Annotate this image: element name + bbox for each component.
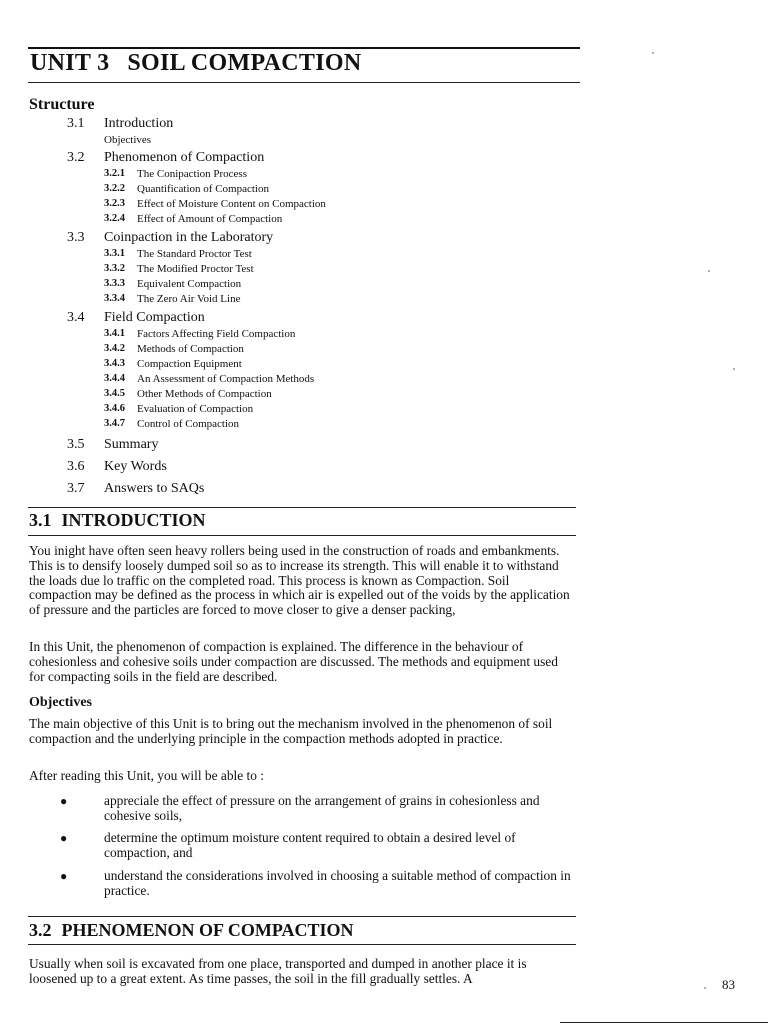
toc-section bbox=[0, 437, 700, 455]
objectives-paragraph-2: After reading this Unit, you will be able to : bbox=[29, 768, 265, 783]
toc-subsection-title: Quantification of Compaction bbox=[137, 183, 269, 195]
bullet-icon: ● bbox=[60, 794, 68, 808]
toc-section-number: 3.4 bbox=[67, 310, 85, 325]
toc-note-text: Objectives bbox=[104, 134, 152, 146]
toc-subsection-number: 3.4.5 bbox=[104, 388, 125, 399]
unit-name: SOIL COMPACTION bbox=[127, 50, 362, 76]
intro-rule-bottom bbox=[28, 535, 576, 536]
toc-section bbox=[0, 116, 700, 134]
toc-section-number: 3.1 bbox=[67, 116, 85, 131]
toc-section-title: Key Words bbox=[104, 459, 167, 474]
toc-section-number: 3.6 bbox=[67, 459, 85, 474]
toc-subsection-title: Evaluation of Compaction bbox=[137, 403, 254, 415]
toc-note bbox=[0, 134, 700, 148]
toc-subsection bbox=[0, 328, 700, 343]
toc-section-number: 3.5 bbox=[67, 437, 85, 452]
toc-subsection-number: 3.4.6 bbox=[104, 403, 125, 414]
toc-subsection-title: Methods of Compaction bbox=[137, 343, 244, 355]
toc-subsection-title: The Modified Proctor Test bbox=[137, 263, 254, 275]
toc-subsection bbox=[0, 418, 700, 433]
toc-subsection bbox=[0, 373, 700, 388]
title-underline bbox=[28, 82, 580, 83]
unit-number: UNIT 3 bbox=[30, 50, 110, 76]
objective-text: understand the considerations involved in choosing a suitable method of compaction in practice. bbox=[104, 868, 571, 898]
introduction-heading-text: INTRODUCTION bbox=[61, 510, 206, 530]
toc-subsection-number: 3.3.2 bbox=[104, 263, 125, 274]
toc-subsection-number: 3.2.3 bbox=[104, 198, 125, 209]
objective-text: determine the optimum moisture content required to obtain a desired level of compaction, and bbox=[104, 830, 516, 860]
toc-section-title: Coinpaction in the Laboratory bbox=[104, 230, 274, 245]
toc-subsection-title: The Conipaction Process bbox=[137, 168, 247, 180]
toc-section-title: Introduction bbox=[104, 116, 174, 131]
toc-subsection-number: 3.2.2 bbox=[104, 183, 125, 194]
objectives-heading: Objectives bbox=[29, 695, 92, 710]
toc-section-number: 3.2 bbox=[67, 150, 85, 165]
unit-title bbox=[30, 50, 361, 77]
toc-subsection-title: Factors Affecting Field Compaction bbox=[137, 328, 296, 340]
toc-subsection-title: Other Methods of Compaction bbox=[137, 388, 272, 400]
introduction-heading-number: 3.1 bbox=[29, 510, 52, 530]
phenomenon-paragraph-1: Usually when soil is excavated from one place, transported and dumped in another place it is loosened up to a great extent. As time passes, the soil in the fill gradually settles. A bbox=[29, 956, 527, 986]
toc-section bbox=[0, 310, 700, 328]
toc-subsection-number: 3.4.2 bbox=[104, 343, 125, 354]
toc-subsection-title: The Standard Proctor Test bbox=[137, 248, 252, 260]
phenomenon-rule-top bbox=[28, 916, 576, 917]
toc-subsection-title: Equivalent Compaction bbox=[137, 278, 242, 290]
toc-subsection-title: An Assessment of Compaction Methods bbox=[137, 373, 315, 385]
toc-subsection-number: 3.3.3 bbox=[104, 278, 125, 289]
introduction-heading bbox=[29, 510, 206, 531]
scan-speck bbox=[733, 368, 735, 370]
objective-text: appreciale the effect of pressure on the arrangement of grains in cohesionless and cohesive soils, bbox=[104, 793, 540, 823]
toc-subsection-number: 3.3.1 bbox=[104, 248, 125, 259]
toc-section-title: Summary bbox=[104, 437, 159, 452]
objectives-paragraph-1: The main objective of this Unit is to bring out the mechanism involved in the phenomenon of soil compaction and the underlying principle in the compaction methods adopted in practice. bbox=[29, 716, 553, 746]
toc-subsection-number: 3.4.4 bbox=[104, 373, 125, 384]
scan-speck bbox=[652, 52, 654, 54]
top-rule bbox=[28, 47, 580, 49]
intro-paragraph-1: You inight have often seen heavy rollers being used in the construction of roads and embankments. This is to densify loosely dumped soil so as to increase its strength. This will enable it to withstand the loads due lo traffic on the completed road. This process is known as Compaction. Soil compaction may be defined as the process in which air is expelled out of the voids by the application of pressure and the particles are forced to move closer to give a denser packing, bbox=[29, 543, 570, 618]
toc-subsection bbox=[0, 168, 700, 183]
page-number: 83 bbox=[722, 977, 735, 992]
toc-subsection-title: Compaction Equipment bbox=[137, 358, 242, 370]
intro-rule-top bbox=[28, 507, 576, 508]
toc-section-title: Phenomenon of Compaction bbox=[104, 150, 265, 165]
toc-subsection-title: The Zero Air Void Line bbox=[137, 293, 241, 305]
toc-subsection bbox=[0, 183, 700, 198]
toc-section-title: Answers to SAQs bbox=[104, 481, 205, 496]
table-of-contents bbox=[0, 116, 700, 499]
toc-subsection-number: 3.2.4 bbox=[104, 213, 125, 224]
toc-subsection-number: 3.2.1 bbox=[104, 168, 125, 179]
toc-subsection bbox=[0, 343, 700, 358]
toc-subsection bbox=[0, 293, 700, 308]
toc-subsection bbox=[0, 263, 700, 278]
toc-subsection bbox=[0, 248, 700, 263]
phenomenon-heading-number: 3.2 bbox=[29, 920, 52, 940]
toc-section bbox=[0, 150, 700, 168]
scan-speck bbox=[708, 270, 710, 272]
toc-subsection-title: Effect of Amount of Compaction bbox=[137, 213, 283, 225]
toc-section-title: Field Compaction bbox=[104, 310, 205, 325]
phenomenon-heading-text: PHENOMENON OF COMPACTION bbox=[61, 920, 354, 940]
toc-subsection bbox=[0, 403, 700, 418]
toc-subsection-number: 3.4.1 bbox=[104, 328, 125, 339]
bullet-icon: ● bbox=[60, 831, 68, 845]
toc-subsection bbox=[0, 213, 700, 228]
structure-heading: Structure bbox=[29, 96, 95, 113]
toc-subsection-title: Control of Compaction bbox=[137, 418, 240, 430]
toc-subsection bbox=[0, 198, 700, 213]
toc-section-number: 3.7 bbox=[67, 481, 85, 496]
toc-section bbox=[0, 459, 700, 477]
toc-subsection-number: 3.4.3 bbox=[104, 358, 125, 369]
toc-subsection bbox=[0, 388, 700, 403]
toc-subsection-number: 3.3.4 bbox=[104, 293, 125, 304]
bottom-rule bbox=[560, 1022, 768, 1023]
toc-section bbox=[0, 230, 700, 248]
toc-subsection bbox=[0, 278, 700, 293]
phenomenon-heading bbox=[29, 920, 353, 941]
toc-subsection bbox=[0, 358, 700, 373]
phenomenon-rule-bottom bbox=[28, 944, 576, 945]
toc-section-number: 3.3 bbox=[67, 230, 85, 245]
intro-paragraph-2: In this Unit, the phenomenon of compaction is explained. The difference in the behaviour of cohesionless and cohesive soils under compaction are discussed. The methods and equipment used for compacting soils in the field are described. bbox=[29, 639, 558, 684]
toc-section bbox=[0, 481, 700, 499]
toc-subsection-title: Effect of Moisture Content on Compaction bbox=[137, 198, 326, 210]
bullet-icon: ● bbox=[60, 869, 68, 883]
toc-subsection-number: 3.4.7 bbox=[104, 418, 125, 429]
scan-speck bbox=[704, 987, 706, 989]
